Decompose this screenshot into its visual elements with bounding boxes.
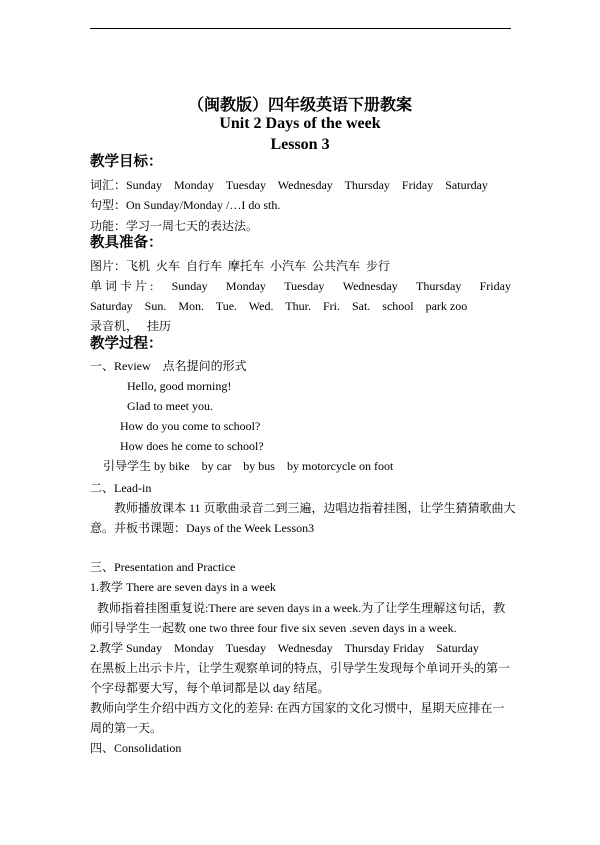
header-rule [90,28,511,29]
pictures-line: 图片：飞机 火车 自行车 摩托车 小汽车 公共汽车 步行 [90,259,391,273]
review-guide: 引导学生 by bike by car by bus by motorcycle on foot [103,459,394,473]
lesson-title: Lesson 3 [270,136,330,153]
sentence-line: 句型：On Sunday/Monday /…I do sth. [90,198,281,212]
card-word: Tuesday [284,279,325,293]
step1-heading: 1.教学 There are seven days in a week [90,580,276,594]
leadin-heading: 二、Lead-in [90,481,152,495]
review-how-he: How does he come to school? [120,439,264,453]
vocab-line: 词汇：Sunday Monday Tuesday Wednesday Thursday Friday Saturday [90,178,488,192]
objectives-heading: 教学目标： [90,154,163,170]
step2-paragraph-3: 教师向学生介绍中西方文化的差异: 在西方国家的文化习惯中，星期天应排在一 [90,701,505,715]
document-title: （闽教版）四年级英语下册教案 [187,97,412,114]
review-glad: Glad to meet you. [127,399,213,413]
unit-title: Unit 2 Days of the week [219,115,381,132]
step1-paragraph-2: 师引导学生一起数 one two three four five six seven .seven days in a week. [90,621,457,635]
review-how-you: How do you come to school? [120,419,261,433]
leadin-paragraph-2: 意。并板书课题：Days of the Week Lesson3 [90,521,315,535]
leadin-paragraph-1: 教师播放课本 11 页歌曲录音二到三遍，边唱边指着挂图，让学生猜猜歌曲大 [114,501,516,515]
cards-line-2: Saturday Sun. Mon. Tue. Wed. Thur. Fri. Sat. school park zoo [90,299,468,313]
process-heading: 教学过程： [90,336,163,352]
step2-paragraph-2: 个字母都要大写，每个单词都是以 day 结尾。 [90,681,330,695]
step1-paragraph-1: 教师指着挂图重复说:There are seven days in a week.为了让学生理解这句话，教 [97,601,506,615]
consolidation-heading: 四、Consolidation [90,741,182,755]
card-word: Monday [225,279,266,293]
card-word: Friday [479,279,511,293]
review-hello: Hello, good morning! [127,379,232,393]
step2-heading: 2.教学 Sunday Monday Tuesday Wednesday Thursday Friday Saturday [90,641,479,655]
review-line: 一、Review 点名提问的形式 [90,359,247,373]
cards-label: 单 词 卡 片 : [90,279,154,293]
step2-paragraph-1: 在黑板上出示卡片，让学生观察单词的特点，引导学生发现每个单词开头的第一 [90,661,511,675]
card-word: Wednesday [342,279,398,293]
prep-heading: 教具准备： [90,235,163,251]
recorder-line: 录音机， 挂历 [90,319,172,333]
cards-line [90,278,511,294]
function-line: 功能：学习一周七天的表达法。 [90,219,259,233]
card-word: Thursday [416,279,462,293]
presentation-heading: 三、Presentation and Practice [90,560,236,574]
card-word: Sunday [171,279,208,293]
step2-paragraph-4: 周的第一天。 [90,721,163,735]
